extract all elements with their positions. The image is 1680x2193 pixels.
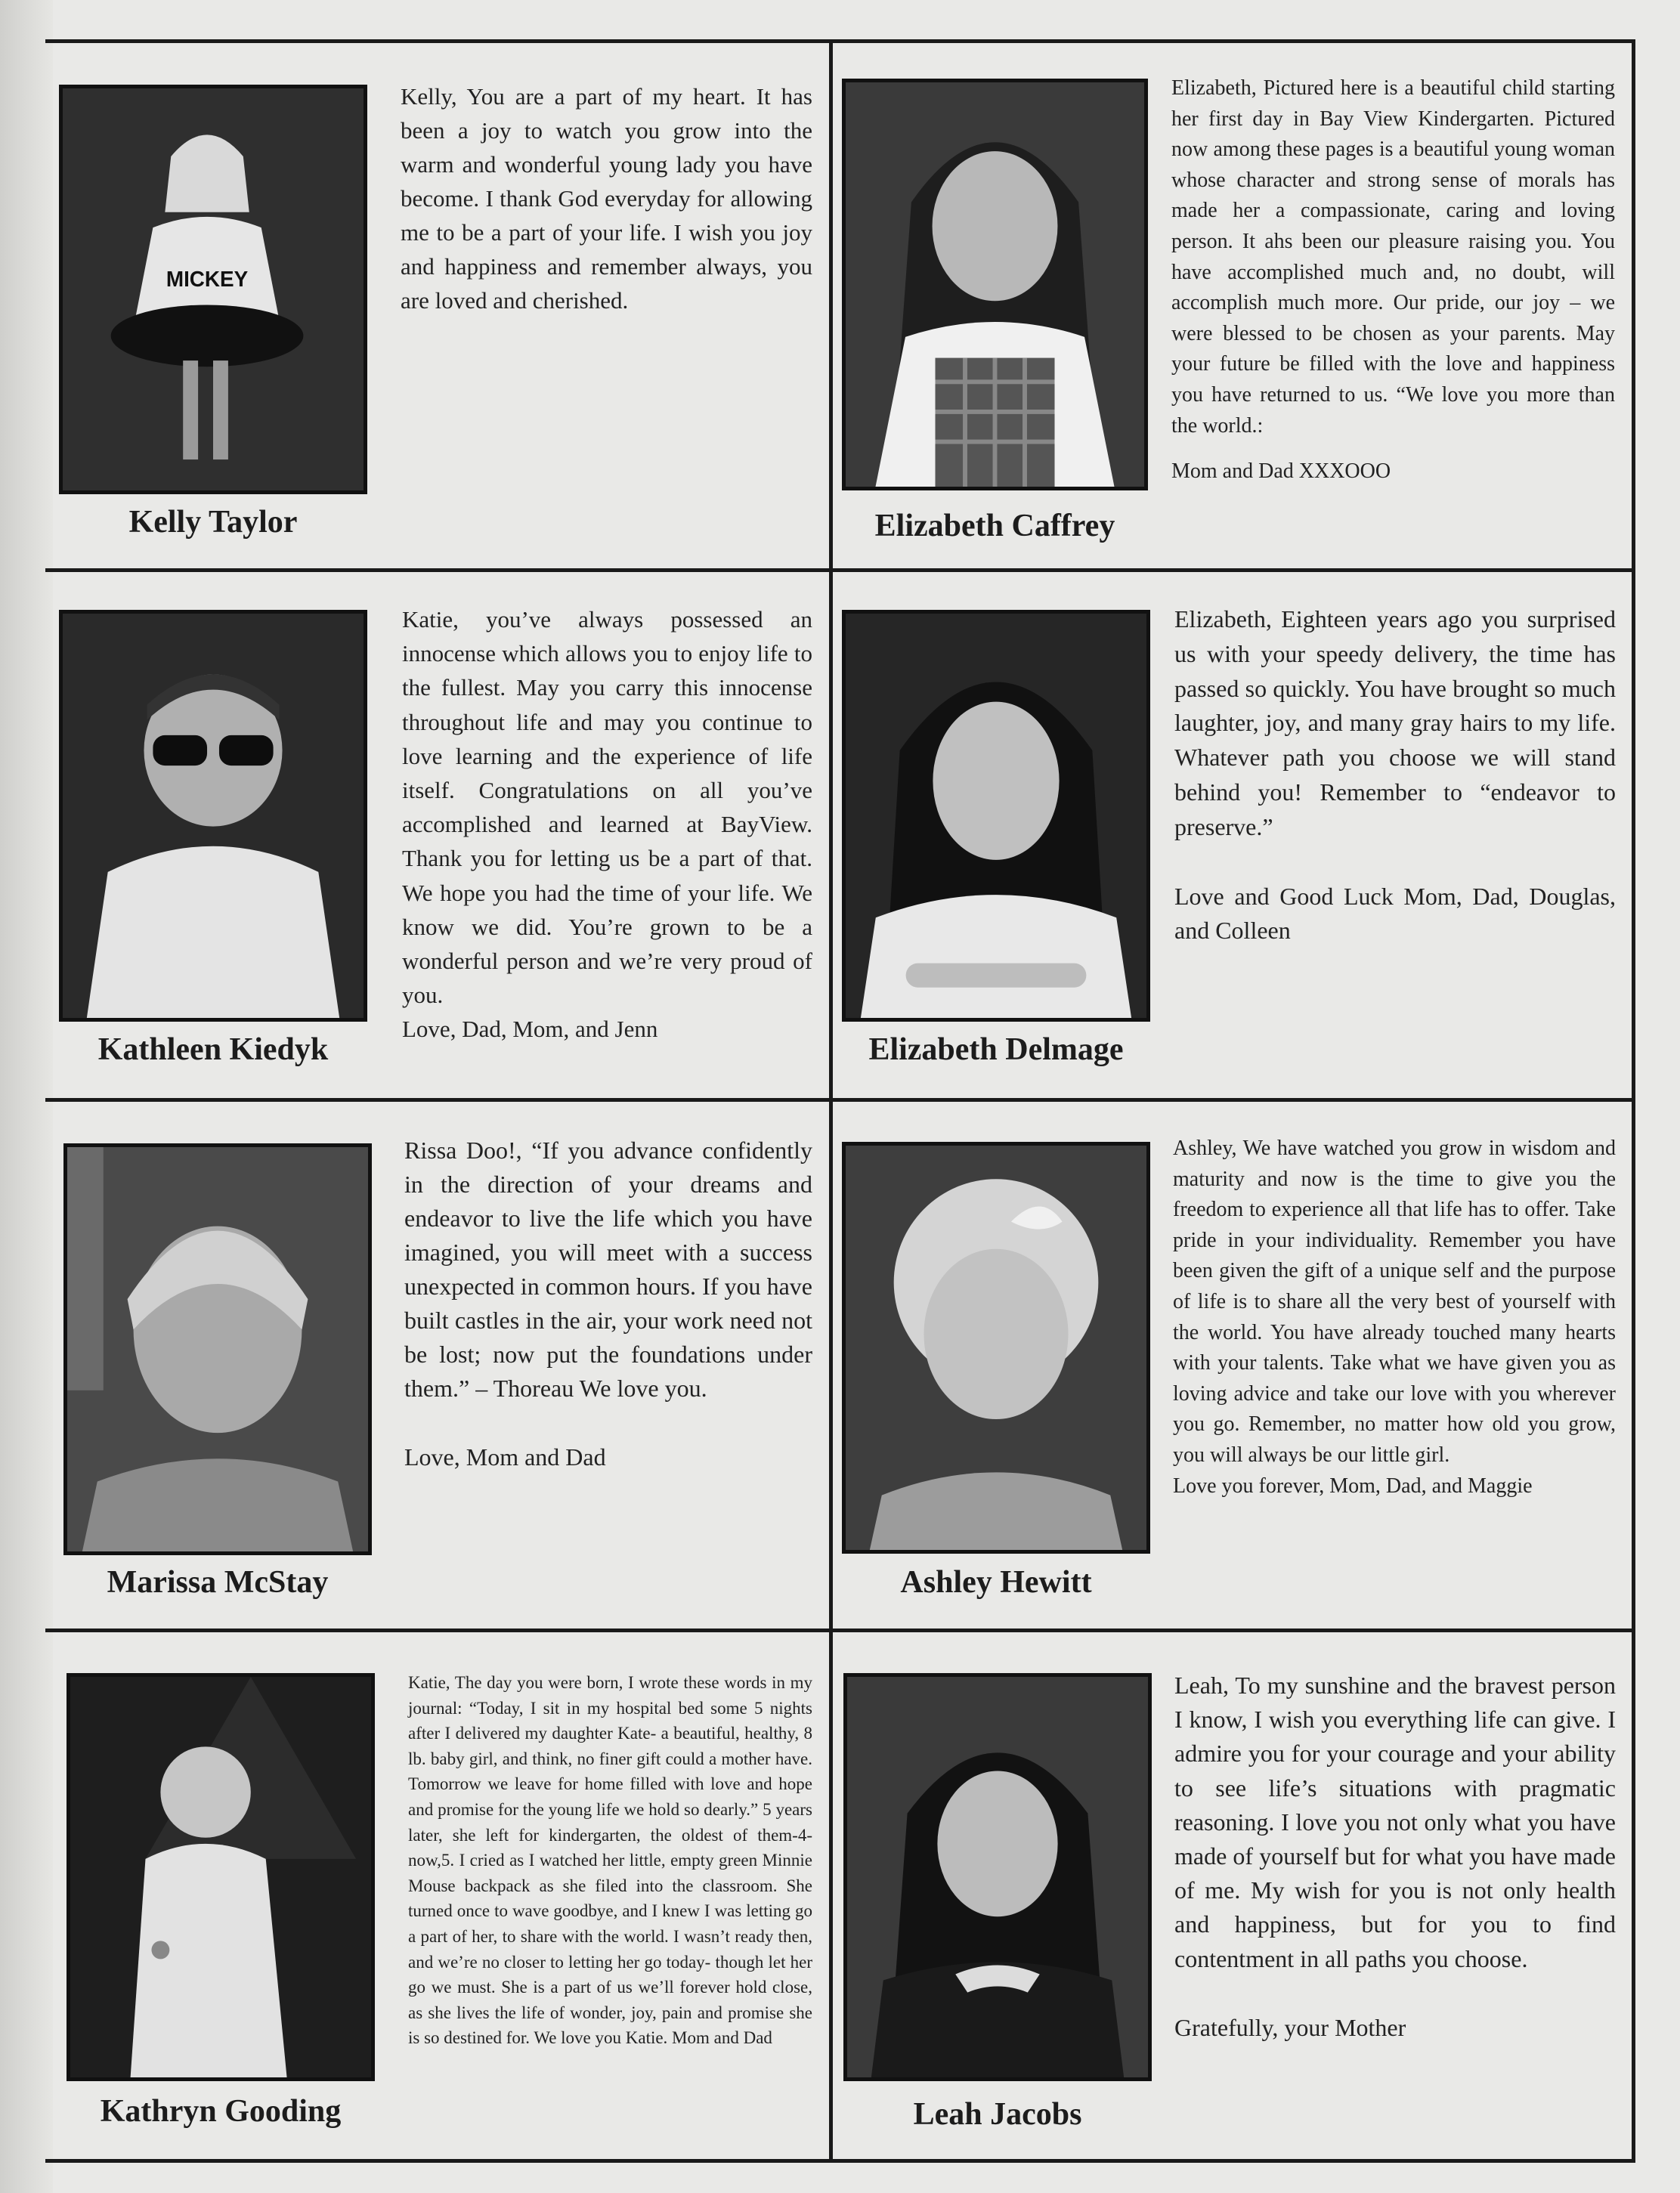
child-photo [59, 610, 367, 1022]
tribute-message [408, 1670, 812, 2051]
message-paragraph: Katie, you’ve always possessed an innocense which allows you to enjoy life to the fullest. May you carry this innocense throughout life and may you continue to love learning and the experience of life itself. Congratulations on all you’ve accomplished and learned at BayView. Thank you for letting us be a part of that. We hope you had the time of your life. We know we did. You’re grown to be a wonderful person and we’re very proud of you. [402, 606, 812, 1009]
tribute-message [401, 79, 812, 317]
message-paragraph: Ashley, We have watched you grow in wisdom and maturity and now is the time to give you the freedom to experience all that life has to offer. Take pride in your individuality. Remember you have been given the gift of a unique self and the purpose of life is to share all the very best of yourself with the world. You have already touched many hearts with your talents. Take what we have given you as loving advice and take our love with you wherever you go. Remember, no matter how old you grow, you will always be our little girl. [1173, 1137, 1616, 1467]
message-signature: Love you forever, Mom, Dad, and Maggie [1173, 1474, 1533, 1498]
child-photo [67, 1673, 375, 2081]
tribute-message [402, 602, 812, 1047]
tribute-cell-kathleen-kiedyk [45, 572, 829, 1098]
student-name: Marissa McStay [107, 1565, 329, 1600]
student-name: Elizabeth Delmage [868, 1032, 1124, 1067]
message-signature: Love, Mom and Dad [404, 1443, 606, 1471]
tribute-cell-kelly-taylor [45, 43, 829, 568]
message-signature: Love and Good Luck Mom, Dad, Douglas, and Colleen [1174, 882, 1616, 945]
child-photo [842, 1142, 1150, 1554]
tribute-cell-leah-jacobs [833, 1632, 1632, 2163]
tribute-cell-marissa-mcstay [45, 1102, 829, 1629]
tribute-message [1171, 73, 1615, 487]
tribute-message [1174, 602, 1616, 948]
child-photo [842, 79, 1148, 490]
message-paragraph: Elizabeth, Eighteen years ago you surprised us with your speedy delivery, the time has passed so quickly. You have brought so much laughter, joy, and many gray hairs to my life. Whatever path you choose we will stand behind you! Remember to “endeavor to preserve.” [1174, 605, 1616, 840]
message-signature: Mom and Dad XXXOOO [1171, 459, 1391, 484]
student-name: Elizabeth Caffrey [874, 509, 1115, 543]
tribute-cell-elizabeth-delmage [833, 572, 1632, 1098]
message-paragraph: Rissa Doo!, “If you advance confidently in the direction of your dreams and endeavor to live the life which you have imagined, you will meet with a success unexpected in common hours. If you have built castles in the air, your work need not be lost; now put the foundations under them.” – Thoreau We love you. [404, 1137, 812, 1402]
student-name: Kathleen Kiedyk [97, 1032, 329, 1067]
message-paragraph: Leah, To my sunshine and the bravest person I know, I wish you everything life can give. I admire you for your courage and your ability to see life’s situations with pragmatic reasoning. I love you not only what you have made of yourself but for what you have made of me. My wish for you is not only health and happiness, but for you to find contentment in all paths you choose. [1174, 1672, 1616, 1972]
child-photo [843, 1673, 1152, 2081]
message-paragraph: Kelly, You are a part of my heart. It has been a joy to watch you grow into the warm and wonderful young lady you have become. I thank God everyday for allowing me to be a part of your life. I wish you joy and happiness and remember always, you are loved and cherished. [401, 83, 812, 314]
tribute-cell-elizabeth-caffrey [833, 43, 1632, 568]
student-name: Kathryn Gooding [100, 2094, 342, 2129]
tribute-cell-ashley-hewitt [833, 1102, 1632, 1629]
shirt-text: MICKEY [166, 266, 249, 291]
child-photo [842, 610, 1150, 1022]
message-signature: Love, Dad, Mom, and Jenn [402, 1016, 658, 1043]
message-signature: Gratefully, your Mother [1174, 2013, 1406, 2041]
tribute-grid [45, 39, 1635, 2163]
tribute-message [1174, 1669, 1616, 2045]
student-name: Leah Jacobs [913, 2097, 1082, 2132]
message-paragraph: Katie, The day you were born, I wrote these words in my journal: “Today, I sit in my hospital bed some 5 nights after I delivered my daughter Kate- a beautiful, healthy, 8 lb. baby girl, and think, no finer gift could a mother have. Tomorrow we leave for home filled with love and hope and promise for the young life we hold so dearly.” 5 years later, she left for kindergarten, the oldest of them-4-now,5. I cried as I watched her little, empty green Minnie Mouse backpack as she filed into the classroom. She turned once to wave goodbye, and I knew I was letting go a part of her, to share with the world. I wasn’t ready then, and we’re no closer to letting her go today- though let her go we must. She is a part of us we’ll forever hold close, as she lives the life of wonder, joy, pain and promise she is so destined for. We love you Katie. Mom and Dad [408, 1673, 812, 2048]
tribute-cell-kathryn-gooding [45, 1632, 829, 2163]
student-name: Kelly Taylor [128, 505, 298, 540]
tribute-message [404, 1134, 812, 1474]
child-photo [63, 1143, 372, 1555]
tribute-message [1173, 1134, 1616, 1502]
child-photo [59, 85, 367, 494]
message-paragraph: Elizabeth, Pictured here is a beautiful child starting her first day in Bay View Kindergarten. Pictured now among these pages is a beautiful young woman whose character and strong sense of morals has made her a compassionate, caring and loving person. It ahs been our pleasure raising you. You have accomplished much and, no doubt, will accomplish much more. Our pride, our joy – we were blessed to be chosen as your parents. May your future be filled with the love and happiness you have returned to us. “We love you more than the world.: [1171, 76, 1615, 438]
student-name: Ashley Hewitt [900, 1565, 1092, 1600]
